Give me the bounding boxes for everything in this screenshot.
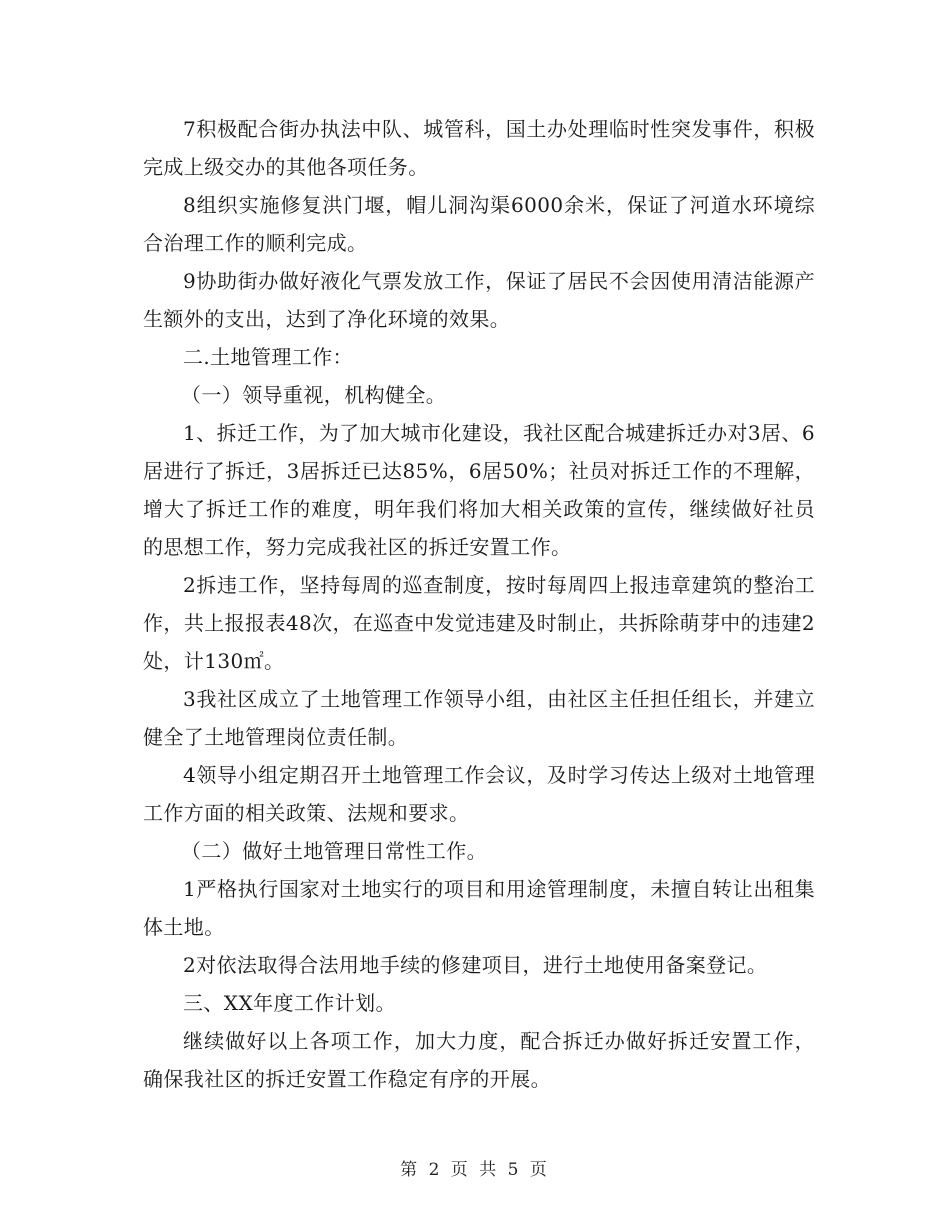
section-heading-work-plan: 三、XX年度工作计划。 — [183, 991, 396, 1015]
paragraph-item-8: 8组织实施修复洪门堰，帽儿洞沟渠6000余米，保证了河道水环境综合治理工作的顺利完成。 — [143, 193, 815, 255]
paragraph-meetings: 4领导小组定期召开土地管理工作会议，及时学习传达上级对土地管理工作方面的相关政策、法规和要求。 — [143, 763, 815, 825]
subsection-heading-daily-work: （二）做好土地管理日常性工作。 — [181, 839, 487, 863]
paragraph-item-7: 7积极配合街办执法中队、城管科，国土办处理临时性突发事件，积极完成上级交办的其他各项任务。 — [143, 117, 815, 179]
paragraph-demolition-work: 1、拆迁工作，为了加大城市化建设，我社区配合城建拆迁办对3居、6居进行了拆迁，3居拆迁已达85%，6居50%；社员对拆迁工作的不理解，增大了拆迁工作的难度，明年我们将加大相关政策的宣传，继续做好社员的思想工作，努力完成我社区的拆迁安置工作。 — [143, 421, 815, 559]
paragraph-leading-group: 3我社区成立了土地管理工作领导小组，由社区主任担任组长，并建立健全了土地管理岗位责任制。 — [143, 687, 815, 749]
page-number-footer: 第 2 页 共 5 页 — [400, 1160, 550, 1180]
paragraph-land-use-system: 1严格执行国家对土地实行的项目和用途管理制度，未擅自转让出租集体土地。 — [143, 877, 815, 939]
section-heading-land-management: 二.土地管理工作： — [183, 345, 353, 369]
document-body — [143, 110, 815, 1098]
paragraph-item-9: 9协助街办做好液化气票发放工作，保证了居民不会因使用清洁能源产生额外的支出，达到了净化环境的效果。 — [143, 269, 815, 331]
paragraph-illegal-construction: 2拆违工作，坚持每周的巡查制度，按时每周四上报违章建筑的整治工作，共上报报表48次，在巡查中发觉违建及时制止，共拆除萌芽中的违建2处，计130㎡。 — [143, 573, 815, 673]
paragraph-plan-content: 继续做好以上各项工作，加大力度，配合拆迁办做好拆迁安置工作，确保我社区的拆迁安置工作稳定有序的开展。 — [143, 1029, 815, 1091]
subsection-heading-leadership: （一）领导重视，机构健全。 — [181, 383, 447, 407]
paragraph-registration: 2对依法取得合法用地手续的修建项目，进行土地使用备案登记。 — [183, 953, 768, 977]
